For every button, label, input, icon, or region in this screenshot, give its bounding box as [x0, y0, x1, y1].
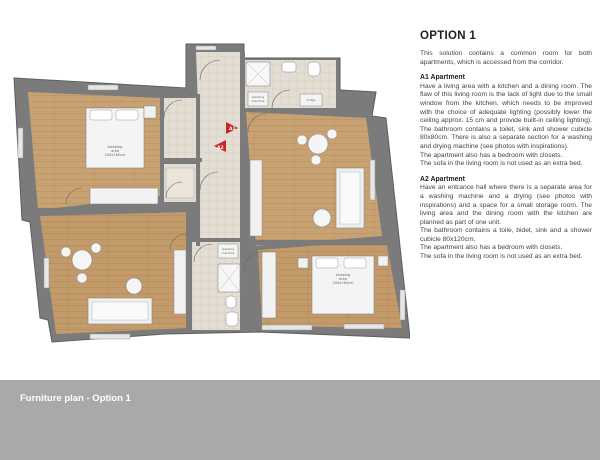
description-panel [420, 30, 592, 360]
washing-label-line1: washing [251, 95, 265, 99]
a2-toilet [226, 312, 238, 326]
nightstand [144, 106, 156, 118]
washing-label-line2: machine [251, 99, 265, 103]
intro-text: This solution contains a common room for both apartments, which is accessed from the corridor. [420, 50, 592, 66]
a1-bed [86, 108, 144, 168]
a1-wardrobe [90, 188, 158, 204]
a2-bed [312, 256, 374, 314]
fridge-label: fridge [306, 98, 316, 102]
a1-kitchen-counter [250, 160, 262, 236]
svg-text:washing: washing [221, 247, 235, 251]
nightstand [298, 258, 308, 268]
bed-size-label: 200x160cm [104, 153, 126, 157]
svg-text:A1: A1 [229, 127, 236, 132]
footer-band [0, 380, 600, 460]
svg-text:200x160cm: 200x160cm [332, 281, 354, 285]
a2-bath: The bathroom contains a toile, bidet, sink and a shower cubicle 80x120cm. [420, 227, 592, 243]
a1-sofa: The sofa in the living room is not used as an extra bed. [420, 160, 583, 168]
a2-coffee-table [126, 278, 142, 294]
a1-body: Have a living area with a kitchen and a dining room. The flaw of this living room is the lack of light due to the small window from the kitchen, which needs to be improved with the choice of adequate lighting (possibly lower the ceiling approx. 15 cm and provide built-in ceiling lighting). The bathroom contains a toilet, sink and shower cubicle 80x80cm. There is also a separate section for a washing and drying machine (see photos with inspirations). [420, 82, 592, 150]
a2-body: Have an entrance hall where there is a separate area for a washing machine and a drying (see photos with inspirations) and a space for a small storage room. The living area and the dining room with the kitchen are planned as part of one unit. [420, 184, 592, 226]
a1-closets: The apartment also has a bedroom with closets. [420, 151, 563, 159]
footer-title: Furniture plan - Option 1 [20, 393, 131, 404]
bed-label-line2: area [111, 149, 119, 153]
nightstand [378, 256, 388, 266]
svg-text:machine: machine [221, 251, 235, 255]
a1-sink [282, 62, 296, 72]
bed-label-line1: sleeping [107, 145, 123, 149]
a1-heading: A1 Apartment [420, 74, 465, 82]
a2-heading: A2 Apartment [420, 175, 465, 183]
a2-bidet [226, 296, 236, 308]
a1-toilet [308, 62, 320, 76]
a2-wardrobe [262, 252, 276, 318]
a2-sofa: The sofa in the living room is not used as an extra bed. [420, 253, 583, 261]
a2-kitchen-counter [174, 250, 186, 314]
entrance-landing [166, 168, 194, 198]
option-title: OPTION 1 [420, 30, 477, 42]
a2-closets: The apartment also has a bedroom with closets. [420, 244, 563, 252]
svg-text:area: area [339, 277, 347, 281]
svg-text:A2: A2 [217, 146, 224, 151]
a1-coffee-table [313, 209, 331, 227]
svg-text:sleeping: sleeping [335, 273, 351, 277]
